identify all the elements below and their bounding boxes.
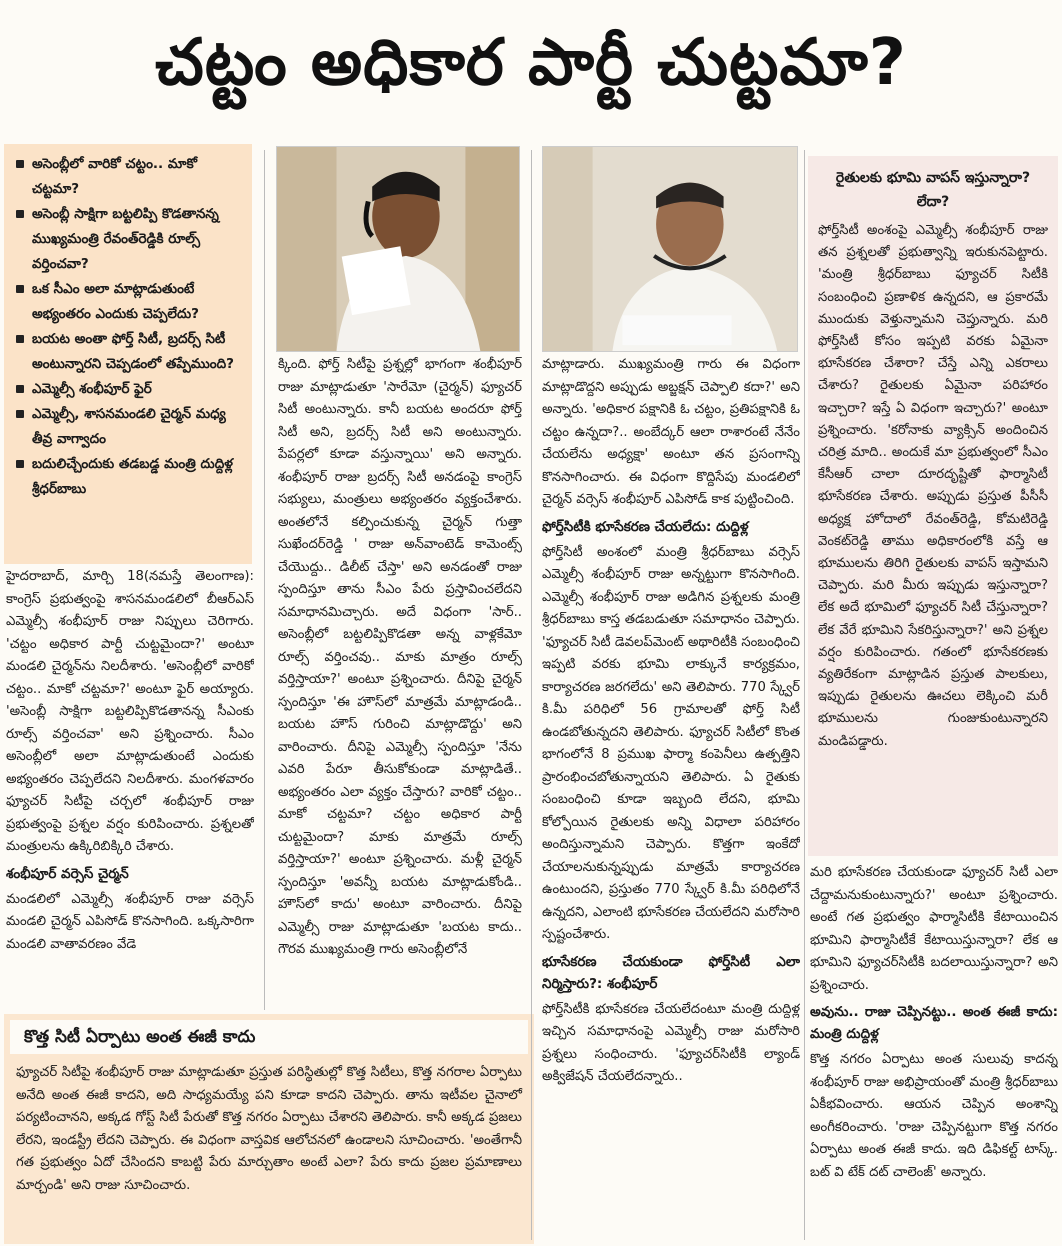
subheading: శంభీపూర్‌ వర్సెస్‌ చైర్మన్‌ bbox=[6, 865, 129, 882]
photo-shambipur-raju bbox=[276, 146, 520, 352]
article-paragraph: మరి భూసేకరణ చేయకుండా ఫ్యూచర్‌ సిటీ ఎలా చేద్దామనుకుంటున్నారు?' అంటూ ప్రశ్నించారు. అంటే గత ప్రభుత్వం ఫార్మాసిటీకి కేటాయించిన భూమిని ఫార్మాసిటీకే కేటాయిస్తున్నారా? లేక ఆ భూమిని ఫ్యూచర్‌సిటీకి బదలాయిస్తున్నారా? అని ప్రశ్నించారు. bbox=[810, 865, 1058, 993]
column-divider bbox=[264, 150, 265, 1010]
highlight-item: బదులిచ్చేందుకు తడబడ్డ మంత్రి దుద్దిళ్ల శ్రీధర్‌బాబు bbox=[14, 452, 244, 502]
article-paragraph: ఫోర్త్‌సిటీ అంశంలో మంత్రి శ్రీధర్‌బాబు వర్సెస్‌ ఎమ్మెల్సీ శంభీపూర్‌ రాజు అన్నట్టుగా కొనసాగింది. ఎమ్మెల్సీ శంభీపూర్‌ రాజు అడిగిన ప్రశ్నలకు మంత్రి శ్రీధర్‌బాబు కాస్త తడబడుతూ సమాధానం చెప్పారు. 'ఫ్యూచర్‌ సిటీ డెవలప్‌మెంట్‌ అథారిటీకి సంబంధించి ఇప్పటి వరకు భూమి లాక్కునే కార్యక్రమం, కార్యాచరణ జరగలేదు' అని తెలిపారు. 770 స్క్వేర్‌ కి.మీ పరిధిలో 56 గ్రామాలతో ఫోర్త్‌ సిటీ ఉండబోతున్నదని తెలిపారు. ఫ్యూచర్‌ సిటీలో కొంత భాగంలోనే 8 ప్రముఖ ఫార్మా కంపెనీలు ఉత్పత్తిని ప్రారంభించబోతున్నాయని తెలిపారు. ఏ రైతుకు సంబంధించి కూడా ఇబ్బంది లేదని, భూమి కోల్పోయిన రైతులకు అన్ని విధాలా పరిహారం అందిస్తున్నామని చెప్పారు. కొత్తగా ఇంకేదో చేయాలనుకున్నప్పుడు మాత్రమే కార్యాచరణ ఉంటుందని, ప్రస్తుతం 770 స్క్వేర్‌ కి.మీ పరిధిలోనే ఉన్నదని, ఎలాంటి భూసేకరణ చేయలేదని మరోసారి స్పష్టంచేశారు. bbox=[542, 544, 800, 942]
article-paragraph: మండలిలో ఎమ్మెల్సీ శంభీపూర్‌ రాజు వర్సెస్‌ మండలి చైర్మన్‌ ఎపిసోడ్‌ కొనసాగింది. ఒక్కసారిగా మండలి వాతావరణం వేడె bbox=[6, 891, 254, 952]
sidebar-paragraph: ఫోర్త్‌సిటీ అంశంపై ఎమ్మెల్సీ శంభీపూర్‌ రాజు తన ప్రశ్నలతో ప్రభుత్వాన్ని ఇరుకునపెట్టారు. 'మంత్రి శ్రీధర్‌బాబు ఫ్యూచర్‌ సిటీకి సంబంధించి ప్రణాళిక ఉన్నదని, ఆ ప్రకారమే ముందుకు వెళ్తున్నామని చెప్తున్నారు. మరి ఫోర్త్‌సిటీ కోసం ఇప్పటి వరకు ఏమైనా భూసేకరణ చేశారా? చేస్తే ఎన్ని ఎకరాలు చేశారు? రైతులకు ఏమైనా పరిహారం ఇచ్చారా? ఇస్తే ఏ విధంగా ఇచ్చారు?' అంటూ ప్రశ్నించారు. 'కరోనాకు వ్యాక్సిన్‌ అందించిన చరిత్ర మాది.. అందుకే మా ప్రభుత్వంలో సీఎం కేసీఆర్‌ చాలా దూరదృష్టితో ఫార్మాసిటీ భూసేకరణ చేశారు. అప్పుడు ప్రస్తుత పీసీసీ అధ్యక్ష హోదాలో రేవంత్‌రెడ్డి, కోమటిరెడ్డి వెంకట్‌రెడ్డి తాము అధికారంలోకి వస్తే ఆ భూములను తిరిగి రైతులకు వాపస్‌ ఇస్తామని చెప్పారు. మరి మీరు ఇప్పుడు ఇస్తున్నారా? లేక అదే భూమిలో ఫ్యూచర్‌ సిటీ చేస్తున్నారా? లేక వేరే భూమిని సేకరిస్తున్నారా?' అని ప్రశ్నల వర్షం కురిపించారు. గతంలో భూసేకరణకు వ్యతిరేకంగా మాట్లాడిన ప్రస్తుత పాలకులు, ఇప్పుడు రైతులను ఊచలు లెక్కించి మరీ భూములను గుంజుకుంటున్నారని మండిపడ్డారు. bbox=[818, 223, 1048, 749]
subheading: ఫోర్త్‌సిటీకి భూసేకరణ చేయలేదు: దుద్దిళ్ల bbox=[542, 518, 749, 535]
headline-text: చట్టం అధికార పార్టీ చుట్టమా? bbox=[155, 25, 907, 100]
highlight-item: ఎమ్మెల్సీ శంభీపూర్‌ ఫైర్‌ bbox=[14, 377, 244, 402]
subheading: అవును.. రాజు చెప్పినట్టు.. అంత ఈజీ కాదు: మంత్రి దుద్దిళ్ల bbox=[810, 1004, 1058, 1042]
highlight-item: బయట అంతా ఫోర్త్‌ సిటీ, బ్రదర్స్‌ సిటీ అంటున్నారని చెప్పడంలో తప్పేముంది? bbox=[14, 327, 244, 377]
column-4 bbox=[810, 862, 1058, 1244]
column-3 bbox=[542, 354, 800, 1244]
info-box-paragraph: ఫ్యూచర్‌ సిటీపై శంభీపూర్‌ రాజు మాట్లాడుతూ ప్రస్తుత పరిస్థితుల్లో కొత్త సిటీలు, కొత్త నగరాల ఏర్పాటు అనేది అంత ఈజీ కాదని, అది సాధ్యమయ్యే పని కూడా కాదని చెప్పారు. తాను ఇటీవల చైనాలో పర్యటించానని, అక్కడ గోస్ట్‌ సిటీ పేరుతో కొత్త నగరం ఏర్పాటు చేశారని తెలిపారు. కానీ అక్కడ ప్రజలు లేరని, ఇండస్ట్రీ లేదని చెప్పారు. ఈ విధంగా వాస్తవిక ఆలోచనలో ఉండాలని సూచించారు. 'అంతేగానీ గత ప్రభుత్వం ఏదో చేసిందని కాబట్టి పేరు మార్చుతాం అంటే ఎలా? పేరు కాదు ప్రజల ప్రమాణాలు మార్చండి' అని రాజు సూచించారు. bbox=[16, 1065, 522, 1193]
article-paragraph: కొత్త నగరం ఏర్పాటు అంత సులువు కాదన్న శంభీపూర్‌ రాజు అభిప్రాయంతో మంత్రి శ్రీధర్‌బాబు ఏకీభవించారు. ఆయన చెప్పిన అంశాన్ని అంగీకరించారు. 'రాజు చెప్పినట్టుగా కొత్త నగరం ఏర్పాటు అంత ఈజీ కాదు. ఇది డిఫికల్ట్‌ టాస్క్‌. బట్‌ వి టేక్‌ దట్‌ చాలెంజ్‌' అన్నారు. bbox=[810, 1052, 1058, 1180]
subheading: భూసేకరణ చేయకుండా ఫోర్త్‌సిటీ ఎలా నిర్మిస్తారు?: శంభీపూర్‌ bbox=[542, 953, 800, 992]
headline bbox=[0, 0, 1062, 140]
highlights-box bbox=[4, 144, 252, 564]
highlight-item: ఎమ్మెల్సీ, శాసనమండలి చైర్మన్‌ మధ్య తీవ్ర వాగ్వాదం bbox=[14, 402, 244, 452]
info-box bbox=[4, 1014, 534, 1244]
article-paragraph: ఫోర్త్‌సిటీకి భూసేకరణ చేయలేదంటూ మంత్రి దుద్దిళ్ల ఇచ్చిన సమాధానంపై ఎమ్మెల్సీ రాజు మరోసారి ప్రశ్నలు సంధించారు. 'ఫ్యూచర్‌సిటీకి ల్యాండ్‌ అక్విజేషన్‌ చేయలేదన్నారు.. bbox=[542, 1001, 800, 1084]
column-divider bbox=[804, 150, 805, 1240]
highlight-item: ఒక సీఎం అలా మాట్లాడుతుంటే అభ్యంతరం ఎందుకు చెప్పలేదు? bbox=[14, 277, 244, 327]
article-paragraph: హైదరాబాద్‌, మార్చి 18(నమస్తే తెలంగాణ): కాంగ్రెస్‌ ప్రభుత్వంపై శాసనమండలిలో బీఆర్‌ఎస్‌ ఎమ్మెల్సీ శంభీపూర్‌ రాజు నిప్పులు చెరిగారు. 'చట్టం అధికార పార్టీ చుట్టమైందా?' అంటూ మండలి చైర్మన్‌ను నిలదీశారు. 'అసెంబ్లీలో వారికో చట్టం.. మాకో చట్టమా?' అంటూ ఫైర్‌ అయ్యారు. 'అసెంబ్లీ సాక్షిగా బట్టలిప్పికొడతానన్న సీఎంకు రూల్స్‌ వర్తించవా' అని ప్రశ్నించారు. సీఎం అసెంబ్లీలో అలా మాట్లాడుతుంటే ఎందుకు అభ్యంతరం చెప్పలేదని నిలదీశారు. మంగళవారం ఫ్యూచర్‌ సిటీపై చర్చలో శంభీపూర్‌ రాజు ప్రభుత్వంపై ప్రశ్నల వర్షం కురిపించారు. ప్రశ్నలతో మంత్రులను ఉక్కిరిబిక్కిరి చేశారు. bbox=[6, 569, 254, 854]
article-paragraph: క్కింది. ఫోర్త్‌ సిటీపై ప్రశ్నల్లో భాగంగా శంభీపూర్‌ రాజు మాట్లాడుతూ 'సారేమో (చైర్మన్‌) ఫ్యూచర్‌ సిటీ అంటున్నారు. కానీ బయట అందరూ ఫోర్త్‌ సిటీ అని, బ్రదర్స్‌ సిటీ అని అంటున్నారు. పేపర్లలో కూడా వస్తున్నాయి' అని అన్నారు. శంభీపూర్‌ రాజు బ్రదర్స్‌ సిటీ అనడంపై కాంగ్రెస్‌ సభ్యులు, మంత్రులు అభ్యంతరం వ్యక్తంచేశారు. అంతలోనే కల్పించుకున్న చైర్మన్‌ గుత్తా సుఖేందర్‌రెడ్డి ' రాజు అన్‌వాంటెడ్‌ కామెంట్స్‌ చేయొద్దు.. డిలీట్‌ చేస్తా' అని అనడంతో రాజు స్పందిస్తూ తాను సీఎం పేరు ప్రస్తావించలేదని సమాధానమిచ్చారు. అదే విధంగా 'సార్‌.. అసెంబ్లీలో బట్టలిప్పికొడతా అన్న వాళ్లకేమో రూల్స్‌ వర్తించవు.. మాకు మాత్రం రూల్స్‌ వర్తిస్తాయా?' అంటూ ప్రశ్నించారు. దీనిపై చైర్మన్‌ స్పందిస్తూ 'ఈ హౌస్‌లో మాత్రమే మాట్లాడండి.. బయట హౌస్‌ గురించి మాట్లాడొద్దు' అని వారించారు. దీనిపై ఎమ్మెల్సీ స్పందిస్తూ 'నేను ఎవరి పేరూ తీసుకోకుండా మాట్లాడితే.. అభ్యంతరం ఎలా వ్యక్తం చేస్తారు? వారికో చట్టం.. మాకో చట్టమా? చట్టం అధికార పార్టీ చుట్టమైందా? మాకు మాత్రమే రూల్స్‌ వర్తిస్తాయా?' అంటూ ప్రశ్నించారు. మళ్లీ చైర్మన్‌ స్పందిస్తూ 'అవన్నీ బయట మాట్లాడుకోండి.. హౌస్‌లో కాదు' అంటూ వారించారు. దీనిపై ఎమ్మెల్సీ రాజు మాట్లాడుతూ 'బయట కాదు.. గౌరవ ముఖ్యమంత్రి గారు అసెంబ్లీలోనే bbox=[278, 357, 522, 957]
sidebar-box bbox=[808, 156, 1058, 856]
minister-photo-illustration bbox=[543, 147, 797, 351]
speaker-photo-illustration bbox=[277, 147, 519, 351]
column-2 bbox=[278, 354, 522, 1012]
highlight-item: అసెంబ్లీ సాక్షిగా బట్టలిప్పి కొడతానన్న ముఖ్యమంత్రి రేవంత్‌రెడ్డికి రూల్స్‌ వర్తించవా? bbox=[14, 202, 244, 277]
sidebar-title: రైతులకు భూమి వాపస్‌ ఇస్తున్నారా? లేదా? bbox=[835, 170, 1031, 210]
photo-sridhar-babu bbox=[542, 146, 798, 352]
column-1 bbox=[6, 566, 254, 1010]
column-divider bbox=[531, 150, 532, 1240]
highlight-item: అసెంబ్లీలో వారికో చట్టం.. మాకో చట్టమా? bbox=[14, 152, 244, 202]
article-paragraph: మాట్లాడారు. ముఖ్యమంత్రి గారు ఈ విధంగా మాట్లాడొద్దని అప్పుడు అబ్జక్షన్‌ చెప్పాలి కదా?' అని అన్నారు. 'అధికార పక్షానికి ఓ చట్టం, ప్రతిపక్షానికి ఓ చట్టం ఉన్నదా?.. అంబేద్కర్‌ ఆలా రాశారంటే నేనేం చేయలేను అధ్యక్షా' అంటూ తన ప్రసంగాన్ని కొనసాగించారు. ఈ విధంగా కొద్దిసేపు మండలిలో చైర్మన్‌ వర్సెస్‌ శంభీపూర్‌ ఎపిసోడ్‌ కాక పుట్టించింది. bbox=[542, 357, 800, 507]
info-box-title: కొత్త సిటీ ఏర్పాటు అంత ఈజీ కాదు bbox=[10, 1020, 528, 1054]
